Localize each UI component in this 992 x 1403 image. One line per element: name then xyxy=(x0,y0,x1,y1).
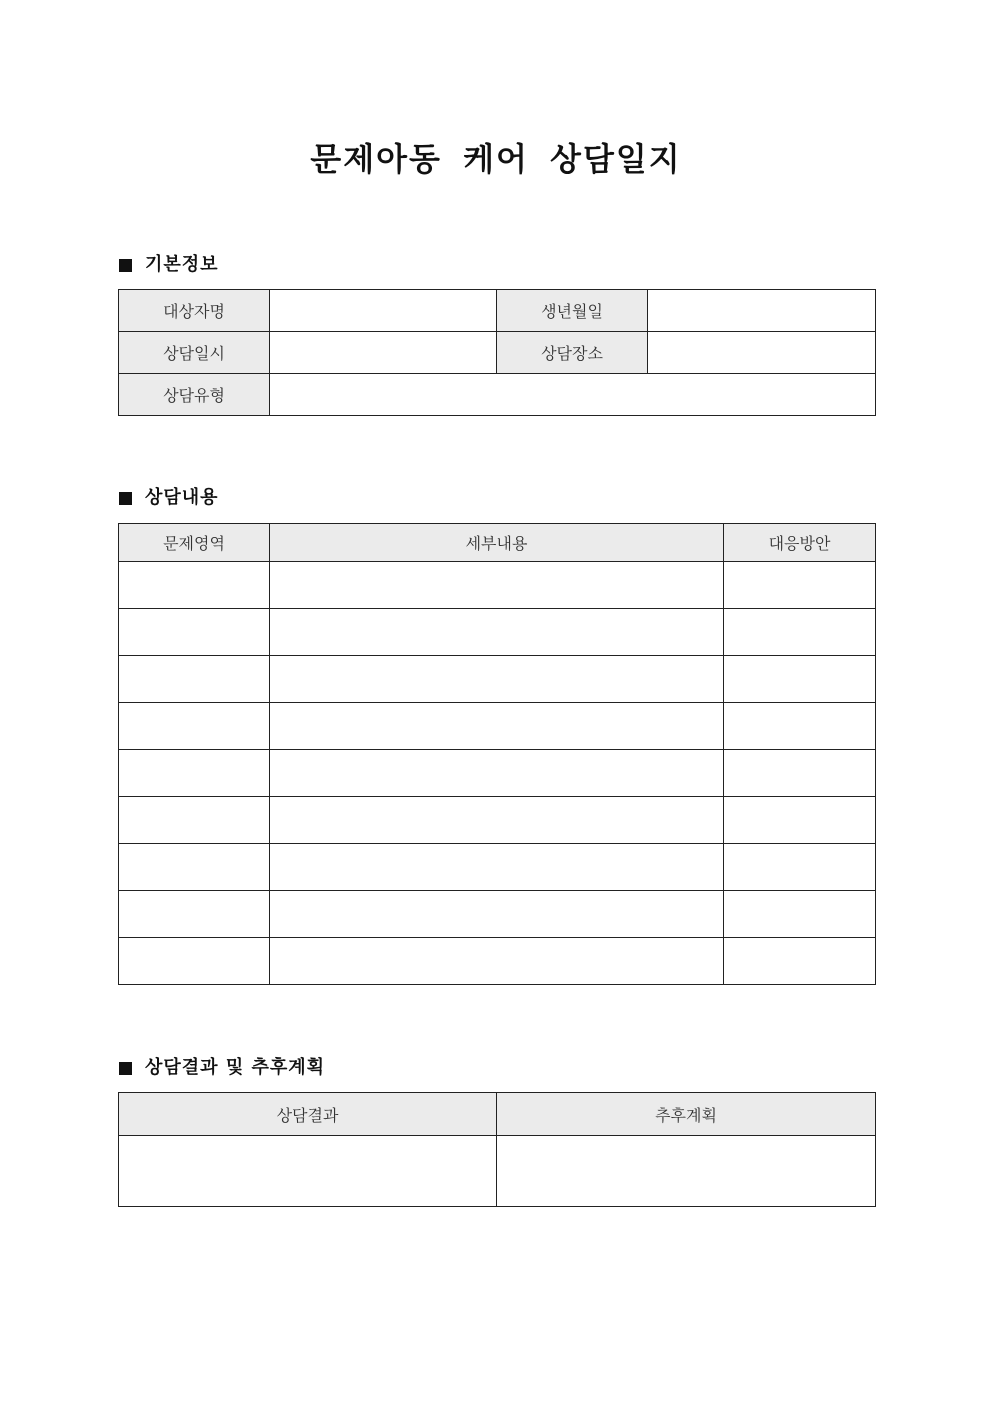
response-plan-cell[interactable] xyxy=(724,562,876,609)
table-row xyxy=(119,844,876,891)
document-title: 문제아동 케어 상담일지 xyxy=(310,140,682,178)
counseling-result-field[interactable] xyxy=(119,1136,497,1207)
column-header-counseling-result: 상담결과 xyxy=(119,1093,497,1136)
problem-area-cell[interactable] xyxy=(119,656,270,703)
details-cell[interactable] xyxy=(270,891,724,938)
table-row xyxy=(119,938,876,985)
details-cell[interactable] xyxy=(270,656,724,703)
counseling-type-field[interactable] xyxy=(270,374,876,416)
label-subject-name: 대상자명 xyxy=(119,290,270,332)
label-counseling-place: 상담장소 xyxy=(497,332,648,374)
subject-name-field[interactable] xyxy=(270,290,497,332)
problem-area-cell[interactable] xyxy=(119,844,270,891)
table-row xyxy=(119,891,876,938)
column-header-response-plan: 대응방안 xyxy=(724,524,876,562)
table-row xyxy=(119,609,876,656)
counseling-date-field[interactable] xyxy=(270,332,497,374)
section-heading-result-plan xyxy=(119,1056,325,1080)
table-row xyxy=(119,374,876,416)
response-plan-cell[interactable] xyxy=(724,938,876,985)
square-bullet-icon xyxy=(119,1062,132,1075)
counseling-content-table xyxy=(118,523,876,985)
response-plan-cell[interactable] xyxy=(724,891,876,938)
result-plan-table xyxy=(118,1092,876,1207)
response-plan-cell[interactable] xyxy=(724,797,876,844)
table-row xyxy=(119,1136,876,1207)
section-heading-counseling-content xyxy=(119,486,219,510)
section-heading-basic-info xyxy=(119,253,219,277)
problem-area-cell[interactable] xyxy=(119,891,270,938)
problem-area-cell[interactable] xyxy=(119,750,270,797)
section-heading-label: 기본정보 xyxy=(145,254,219,275)
problem-area-cell[interactable] xyxy=(119,938,270,985)
birth-date-field[interactable] xyxy=(648,290,876,332)
square-bullet-icon xyxy=(119,259,132,272)
problem-area-cell[interactable] xyxy=(119,562,270,609)
response-plan-cell[interactable] xyxy=(724,609,876,656)
response-plan-cell[interactable] xyxy=(724,750,876,797)
details-cell[interactable] xyxy=(270,609,724,656)
section-heading-label: 상담결과 및 추후계획 xyxy=(145,1057,326,1078)
table-row xyxy=(119,703,876,750)
column-header-follow-up-plan: 추후계획 xyxy=(497,1093,876,1136)
details-cell[interactable] xyxy=(270,844,724,891)
problem-area-cell[interactable] xyxy=(119,703,270,750)
column-header-details: 세부내용 xyxy=(270,524,724,562)
details-cell[interactable] xyxy=(270,562,724,609)
table-row xyxy=(119,332,876,374)
details-cell[interactable] xyxy=(270,797,724,844)
table-row xyxy=(119,797,876,844)
response-plan-cell[interactable] xyxy=(724,703,876,750)
basic-info-table xyxy=(118,289,876,416)
response-plan-cell[interactable] xyxy=(724,656,876,703)
details-cell[interactable] xyxy=(270,703,724,750)
label-counseling-type: 상담유형 xyxy=(119,374,270,416)
details-cell[interactable] xyxy=(270,938,724,985)
counseling-place-field[interactable] xyxy=(648,332,876,374)
label-birth-date: 생년월일 xyxy=(497,290,648,332)
table-row xyxy=(119,562,876,609)
table-row xyxy=(119,656,876,703)
response-plan-cell[interactable] xyxy=(724,844,876,891)
square-bullet-icon xyxy=(119,492,132,505)
column-header-problem-area: 문제영역 xyxy=(119,524,270,562)
problem-area-cell[interactable] xyxy=(119,797,270,844)
table-header-row xyxy=(119,1093,876,1136)
section-heading-label: 상담내용 xyxy=(145,487,219,508)
table-row xyxy=(119,290,876,332)
label-counseling-date: 상담일시 xyxy=(119,332,270,374)
details-cell[interactable] xyxy=(270,750,724,797)
problem-area-cell[interactable] xyxy=(119,609,270,656)
table-header-row xyxy=(119,524,876,562)
table-row xyxy=(119,750,876,797)
follow-up-plan-field[interactable] xyxy=(497,1136,876,1207)
